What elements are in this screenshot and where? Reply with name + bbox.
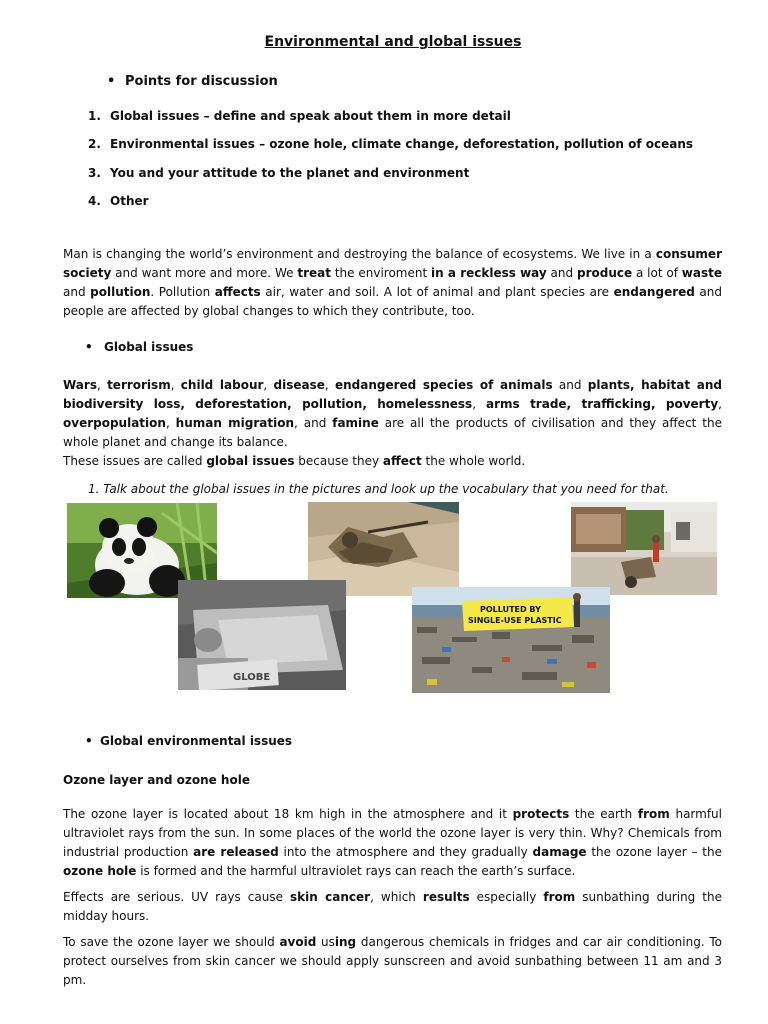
bold-term: from (637, 807, 670, 821)
item-text: Environmental issues – ozone hole, climate change, deforestation, pollution of oceans (110, 137, 694, 151)
text-run: , (472, 397, 487, 411)
bold-term: produce (576, 266, 633, 280)
ozone-paragraph-2 (63, 888, 722, 926)
bold-term: human migration (175, 416, 295, 430)
text-run: and (552, 378, 588, 392)
bullet-icon: • (85, 734, 93, 748)
bold-term: affect (382, 454, 422, 468)
bold-term: overpopulation (63, 416, 166, 430)
street-image (571, 502, 717, 595)
item-number: 4. (88, 194, 101, 208)
bold-term: Wars (63, 378, 97, 392)
item-text: Global issues – define and speak about them in more detail (110, 109, 511, 123)
text-run: a lot of (632, 266, 682, 280)
bold-term: damage (532, 845, 587, 859)
text-run: , which (370, 890, 423, 904)
bold-term: ing (334, 935, 357, 949)
page-title: Environmental and global issues (264, 34, 522, 50)
text-run: To save the ozone layer we should (63, 935, 280, 949)
bold-term: endangered species of animals (334, 378, 553, 392)
text-run: harmful ultraviolet rays from the sun. In some places of the world the ozone layer is very thin. Why? Chemicals from industrial production (63, 807, 722, 859)
discussion-item (88, 109, 511, 123)
text-run: Effects are serious. UV rays cause (63, 890, 291, 904)
item-text: Other (110, 194, 149, 208)
ozone-paragraph-3 (63, 933, 722, 990)
sign-text-line1: POLLUTED BY (480, 605, 541, 614)
box-label: GLOBE (233, 672, 271, 683)
bold-term: treat (297, 266, 331, 280)
item-number: 2. (88, 137, 101, 151)
bold-term: terrorism (107, 378, 171, 392)
text-run: into the atmosphere and they gradually (278, 845, 533, 859)
bullet-icon: • (85, 340, 93, 354)
discussion-item (88, 137, 693, 151)
bold-term: results (422, 890, 470, 904)
street-photo (571, 502, 717, 595)
text-run: , (718, 397, 722, 411)
text-run: the ozone layer – the (586, 845, 722, 859)
bold-term: pollution (90, 285, 151, 299)
text-run: . Pollution (150, 285, 215, 299)
global-issues-line (63, 452, 722, 471)
ozone-heading: Ozone layer and ozone hole (63, 773, 250, 787)
text-run: , (324, 378, 335, 392)
bold-term: consumer society (63, 247, 722, 280)
env-issues-heading (85, 734, 292, 748)
homeless-photo (178, 580, 346, 690)
bold-term: waste (681, 266, 722, 280)
text-run: and people are affected by global changes to which they contribute, too. (63, 285, 722, 318)
bullet-icon: • (107, 74, 116, 89)
bold-term: from (543, 890, 576, 904)
ozone-paragraph-1 (63, 805, 722, 881)
bold-term: affects (214, 285, 261, 299)
discussion-heading (107, 74, 278, 89)
plastic-pollution-photo (412, 587, 610, 693)
bold-term: global issues (206, 454, 295, 468)
item-number: 3. (88, 166, 101, 180)
global-issues-heading (85, 340, 193, 354)
bold-term: famine (332, 416, 379, 430)
text-run: dangerous chemicals in fridges and car air conditioning. To protect ourselves from skin cancer we should apply sunscreen and avoid sunbathing between 11 am and 3 pm. (63, 935, 723, 987)
bold-term: in a reckless way (431, 266, 547, 280)
text-run: and (63, 285, 91, 299)
bold-term: are released (193, 845, 279, 859)
text-run: , (96, 378, 108, 392)
homeless-image (178, 580, 346, 690)
text-run: The ozone layer is located about 18 km high in the atmosphere and it (63, 807, 513, 821)
global-issues-paragraph (63, 376, 722, 452)
discussion-item (88, 194, 149, 208)
discussion-heading-label: Points for discussion (125, 74, 278, 89)
bold-term: child labour (180, 378, 264, 392)
text-run: , (170, 378, 181, 392)
text-run: , (263, 378, 274, 392)
bold-term: protects (512, 807, 570, 821)
text-run: air, water and soil. A lot of animal and plant species are (260, 285, 614, 299)
text-run: , and (294, 416, 333, 430)
text-run: is formed and the harmful ultraviolet rays can reach the earth’s surface. (136, 864, 576, 878)
bold-term: arms trade, trafficking, poverty (486, 397, 719, 411)
text-run: Man is changing the world’s environment and destroying the balance of ecosystems. We live in a (63, 247, 656, 261)
intro-paragraph (63, 245, 722, 321)
text-run: sunbathing during the midday hours. (63, 890, 722, 923)
text-run: are all the products of civilisation and they affect the whole planet and change its balance. (63, 416, 722, 449)
text-run: us (316, 935, 335, 949)
text-run: and (546, 266, 577, 280)
text-run: the earth (569, 807, 638, 821)
discussion-item (88, 166, 469, 180)
item-number: 1. (88, 109, 101, 123)
text-run: the whole world. (421, 454, 526, 468)
text-run: especially (469, 890, 544, 904)
text-run: because they (294, 454, 383, 468)
item-text: You and your attitude to the planet and environment (110, 166, 470, 180)
bold-term: endangered (613, 285, 695, 299)
global-issues-heading-label: Global issues (104, 340, 194, 354)
text-run: the enviroment (331, 266, 432, 280)
text-run: These issues are called (63, 454, 207, 468)
bold-term: plants, habitat and biodiversity loss, deforestation, pollution, homelessness (63, 378, 722, 411)
bold-term: avoid (279, 935, 317, 949)
task-instruction: 1. Talk about the global issues in the pictures and look up the vocabulary that you need for that. (88, 482, 669, 496)
text-run: and want more and more. We (111, 266, 298, 280)
text-run: , (165, 416, 176, 430)
plastic-pollution-image (412, 587, 610, 693)
bold-term: ozone hole (63, 864, 137, 878)
sign-text-line2: SINGLE-USE PLASTIC (468, 616, 562, 625)
env-issues-heading-label: Global environmental issues (100, 734, 293, 748)
bold-term: disease (273, 378, 325, 392)
bold-term: skin cancer (290, 890, 371, 904)
